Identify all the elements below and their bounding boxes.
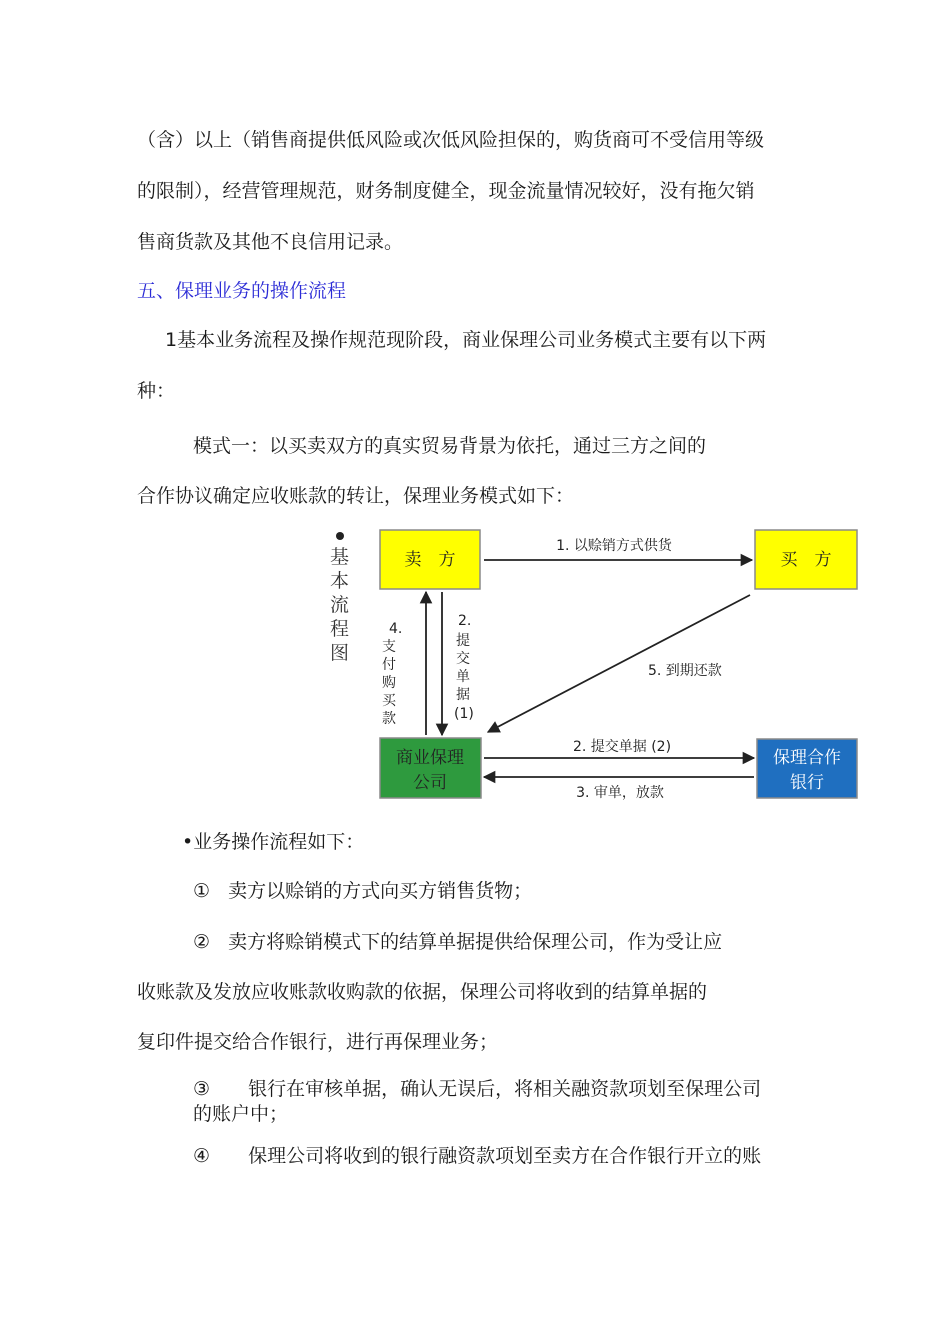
side-title-char: 程	[330, 618, 350, 640]
paragraph-line: 售商货款及其他不良信用记录。	[137, 231, 404, 253]
seller-label: 卖 方	[404, 550, 456, 570]
step-number: ④	[193, 1145, 211, 1167]
side-title-char: 图	[330, 642, 350, 664]
section-heading: 五、保理业务的操作流程	[137, 280, 347, 302]
paragraph-line: 1基本业务流程及操作规范现阶段，商业保理公司业务模式主要有以下两	[165, 329, 767, 351]
step-text: 银行在审核单据，确认无误后，将相关融资款项划至保理公司	[248, 1078, 762, 1100]
paragraph-line: 模式一：以买卖双方的真实贸易背景为依托，通过三方之间的	[193, 435, 707, 457]
step-1	[193, 879, 532, 903]
arrow-pay-label: 款	[382, 711, 396, 727]
step-3	[193, 1077, 761, 1101]
step-text: 卖方将赊销模式下的结算单据提供给保理公司，作为受让应	[228, 931, 723, 953]
step-text: 保理公司将收到的银行融资款项划至卖方在合作银行开立的账	[248, 1145, 762, 1167]
step-2	[193, 930, 722, 954]
paragraph-line: 收账款及发放应收账款收购款的依据，保理公司将收到的结算单据的	[137, 981, 708, 1003]
factor-label: 公司	[413, 773, 447, 793]
paragraph-line: 的限制），经营管理规范，财务制度健全，现金流量情况较好，没有拖欠销	[137, 180, 755, 202]
step-number: ①	[193, 880, 211, 902]
arrow-submit-docs-2-label: 2. 提交单据 (2)	[572, 739, 672, 755]
arrow-pay-label: 支	[382, 639, 396, 655]
arrow-repay-label: 5. 到期还款	[648, 663, 722, 679]
side-title-char: 基	[330, 546, 350, 568]
bullet-dot	[336, 532, 344, 540]
arrow-pay-label: 买	[382, 693, 396, 709]
arrow-review-loan-label: 3. 审单，放款	[576, 785, 664, 801]
step-text: 卖方以赊销的方式向买方销售货物；	[228, 880, 533, 902]
side-title-char: 本	[330, 570, 350, 592]
step-number: ③	[193, 1078, 211, 1100]
arrow-submit-label: 交	[456, 651, 470, 667]
paragraph-line: 合作协议确定应收账款的转让，保理业务模式如下：	[137, 485, 575, 507]
ops-title: •业务操作流程如下：	[182, 831, 365, 853]
arrow-pay-label: 购	[382, 675, 396, 691]
side-title-char: 流	[330, 594, 350, 616]
flow-diagram	[0, 515, 950, 815]
step-number: ②	[193, 931, 211, 953]
buyer-label: 买 方	[780, 550, 832, 570]
paragraph-line: 的账户中；	[193, 1103, 289, 1125]
factor-label: 商业保理	[396, 748, 464, 768]
arrow-pay-label: 付	[382, 657, 396, 673]
paragraph-line: 种：	[137, 380, 176, 402]
arrow-submit-label: (1)	[454, 706, 474, 722]
arrow-supply-label: 1. 以赊销方式供货	[556, 538, 672, 554]
arrow-submit-label: 据	[456, 687, 470, 703]
bank-label: 银行	[790, 773, 824, 793]
arrow-pay-label: 4.	[389, 621, 403, 637]
arrow-submit-label: 提	[456, 633, 470, 649]
arrow-submit-label: 单	[456, 669, 470, 685]
bank-label: 保理合作	[773, 748, 841, 768]
step-4	[193, 1144, 761, 1168]
paragraph-line: （含）以上（销售商提供低风险或次低风险担保的，购货商可不受信用等级	[137, 129, 765, 151]
arrow-submit-label: 2.	[458, 613, 472, 629]
paragraph-line: 复印件提交给合作银行，进行再保理业务；	[137, 1031, 499, 1053]
